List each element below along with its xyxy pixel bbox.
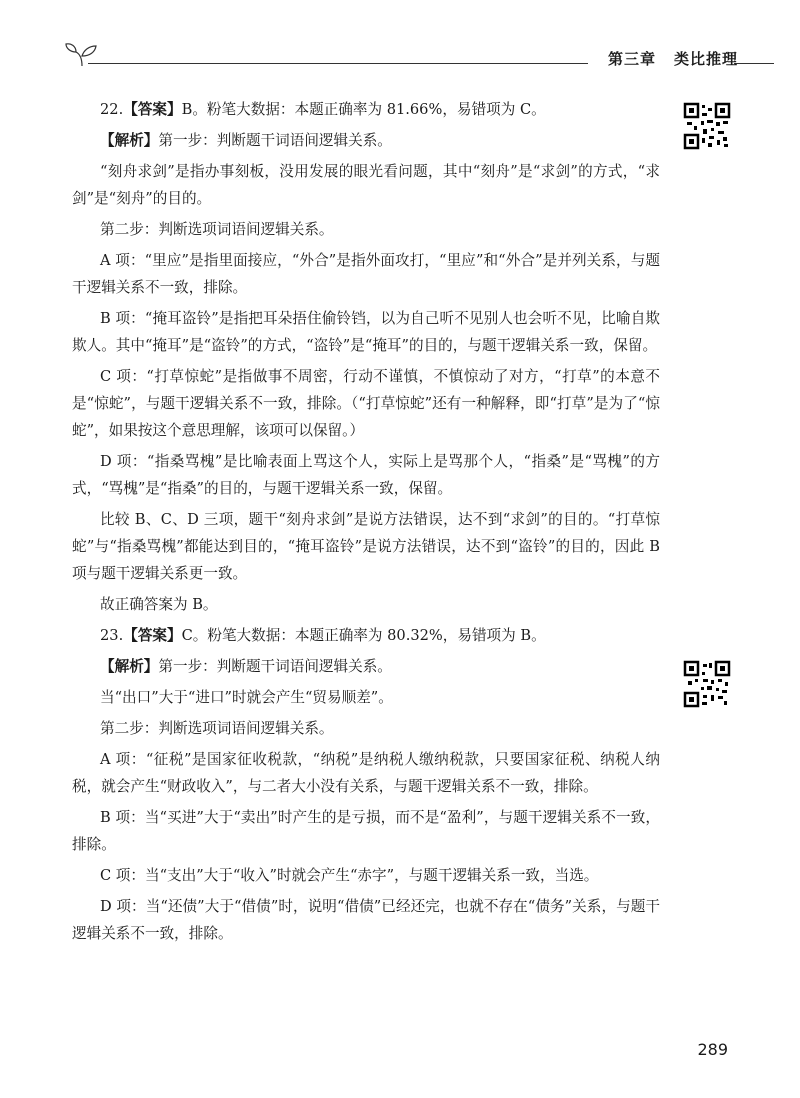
header-rule-left [88, 63, 588, 64]
option-a: A 项：“里应”是指里面接应，“外合”是指外面攻打，“里应”和“外合”是并列关系，与题干逻辑关系不一致，排除。 [72, 252, 660, 296]
qr-code-icon [683, 102, 731, 150]
answer-content [72, 96, 660, 951]
option-b: B 项：当“买进”大于“卖出”时产生的是亏损，而不是“盈利”，与题干逻辑关系不一致，排除。 [72, 809, 660, 853]
q22-answer [72, 96, 660, 123]
step-one: 第一步：判断题干词语间逻辑关系。 [158, 658, 392, 675]
header-rule-right [734, 63, 774, 64]
option-d: D 项：当“还债”大于“借债”时，说明“借债”已经还完，也就不存在“债务”关系，与题干逻辑关系不一致，排除。 [72, 898, 660, 942]
step-two: 第二步：判断选项词语间逻辑关系。 [100, 720, 334, 737]
answer-label: 【答案】 [123, 101, 182, 118]
conclusion: 故正确答案为 B。 [100, 596, 218, 613]
chapter-title [608, 48, 738, 69]
q23-answer [72, 622, 660, 649]
paragraph: 当“出口”大于“进口”时就会产生“贸易顺差”。 [100, 689, 393, 706]
qr-code-icon [683, 660, 731, 708]
option-c: C 项：当“支出”大于“收入”时就会产生“赤字”，与题干逻辑关系一致，当选。 [100, 867, 599, 884]
option-a: A 项：“征税”是国家征收税款，“纳税”是纳税人缴纳税款，只要国家征税、纳税人纳税，就会产生“财政收入”，与二者大小没有关系，与题干逻辑关系不一致，排除。 [72, 751, 660, 795]
option-c: C 项：“打草惊蛇”是指做事不周密，行动不谨慎，不慎惊动了对方，“打草”的本意不是“惊蛇”，与题干逻辑关系不一致，排除。（“打草惊蛇”还有一种解释，即“打草”是为了“惊蛇”，如果按这个意思理解，该项可以保留。） [72, 368, 660, 439]
q23-analysis [72, 653, 660, 680]
answer-text: B。粉笔大数据：本题正确率为 81.66%，易错项为 C。 [181, 101, 546, 118]
q22-number: 22. [100, 101, 124, 118]
paragraph: “刻舟求剑”是指办事刻板，没用发展的眼光看问题，其中“刻舟”是“求剑”的方式，“求剑”是“刻舟”的目的。 [72, 163, 660, 207]
option-b: B 项：“掩耳盗铃”是指把耳朵捂住偷铃铛，以为自己听不见别人也会听不见，比喻自欺欺人。其中“掩耳”是“盗铃”的方式，“盗铃”是“掩耳”的目的，与题干逻辑关系一致，保留。 [72, 310, 660, 354]
analysis-label: 【解析】 [100, 658, 159, 675]
step-two: 第二步：判断选项词语间逻辑关系。 [100, 221, 334, 238]
page-number: 289 [697, 1040, 728, 1059]
answer-label: 【答案】 [123, 627, 182, 644]
comparison: 比较 B、C、D 三项，题干“刻舟求剑”是说方法错误，达不到“求剑”的目的。“打草惊蛇”与“指桑骂槐”都能达到目的，“掩耳盗铃”是说方法错误，达不到“盗铃”的目的，因此 B 项与题干逻辑关系更一致。 [72, 511, 660, 582]
analysis-label: 【解析】 [100, 132, 159, 149]
answer-text: C。粉笔大数据：本题正确率为 80.32%，易错项为 B。 [181, 627, 546, 644]
section-title: 类比推理 [673, 50, 738, 68]
q22-analysis [72, 127, 660, 154]
chapter-number: 第三章 [607, 50, 656, 68]
step-one: 第一步：判断题干词语间逻辑关系。 [158, 132, 392, 149]
option-d: D 项：“指桑骂槐”是比喻表面上骂这个人，实际上是骂那个人，“指桑”是“骂槐”的方式，“骂槐”是“指桑”的目的，与题干逻辑关系一致，保留。 [72, 453, 660, 497]
q23-number: 23. [100, 627, 124, 644]
